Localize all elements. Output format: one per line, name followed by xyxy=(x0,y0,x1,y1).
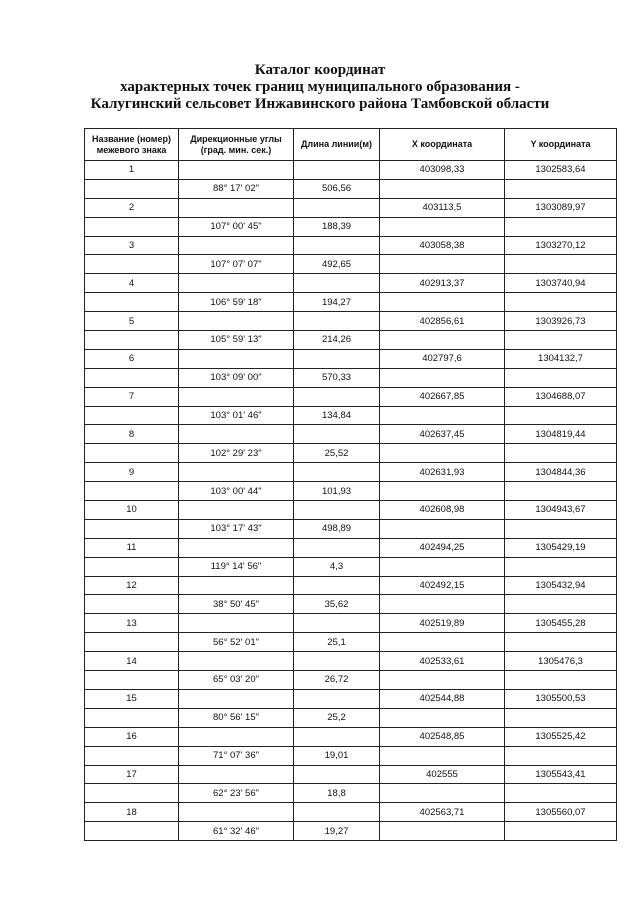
segment-row xyxy=(85,179,617,198)
point-row xyxy=(85,236,617,255)
x-coordinate-empty xyxy=(380,482,505,501)
x-coordinate-empty xyxy=(380,179,505,198)
point-row xyxy=(85,312,617,331)
line-length: 498,89 xyxy=(294,519,380,538)
x-coordinate: 402637,45 xyxy=(380,425,505,444)
segment-row xyxy=(85,557,617,576)
header-direction-angle: Дирекционные углы (град. мин. сек.) xyxy=(179,129,294,161)
x-coordinate: 402533,61 xyxy=(380,652,505,671)
y-coordinate: 1303926,73 xyxy=(505,312,617,331)
direction-angle-empty xyxy=(179,236,294,255)
line-length: 25,1 xyxy=(294,633,380,652)
point-name-empty xyxy=(85,557,179,576)
direction-angle-empty xyxy=(179,463,294,482)
y-coordinate-empty xyxy=(505,368,617,387)
y-coordinate: 1303089,97 xyxy=(505,198,617,217)
point-row xyxy=(85,161,617,180)
catalog-title xyxy=(0,62,640,113)
x-coordinate-empty xyxy=(380,331,505,350)
y-coordinate-empty xyxy=(505,331,617,350)
direction-angle: 65° 03' 20" xyxy=(179,671,294,690)
direction-angle-empty xyxy=(179,614,294,633)
direction-angle-empty xyxy=(179,349,294,368)
y-coordinate: 1305429,19 xyxy=(505,538,617,557)
point-row xyxy=(85,198,617,217)
segment-row xyxy=(85,822,617,841)
x-coordinate: 402544,88 xyxy=(380,689,505,708)
point-name-empty xyxy=(85,633,179,652)
direction-angle: 107° 07' 07" xyxy=(179,255,294,274)
point-row xyxy=(85,765,617,784)
direction-angle: 61° 32' 46" xyxy=(179,822,294,841)
point-name-empty xyxy=(85,708,179,727)
point-name-empty xyxy=(85,746,179,765)
x-coordinate: 402608,98 xyxy=(380,501,505,520)
x-coordinate: 402519,89 xyxy=(380,614,505,633)
direction-angle-empty xyxy=(179,425,294,444)
segment-row xyxy=(85,293,617,312)
direction-angle-empty xyxy=(179,161,294,180)
direction-angle-empty xyxy=(179,576,294,595)
point-name: 18 xyxy=(85,803,179,822)
point-row xyxy=(85,501,617,520)
x-coordinate-empty xyxy=(380,293,505,312)
x-coordinate: 402797,6 xyxy=(380,349,505,368)
x-coordinate-empty xyxy=(380,406,505,425)
direction-angle: 38° 50' 45" xyxy=(179,595,294,614)
segment-row xyxy=(85,633,617,652)
direction-angle: 107° 00' 45" xyxy=(179,217,294,236)
point-name: 17 xyxy=(85,765,179,784)
line-length: 492,65 xyxy=(294,255,380,274)
x-coordinate-empty xyxy=(380,444,505,463)
point-name: 6 xyxy=(85,349,179,368)
point-name: 5 xyxy=(85,312,179,331)
point-name-empty xyxy=(85,519,179,538)
y-coordinate-empty xyxy=(505,746,617,765)
point-name: 3 xyxy=(85,236,179,255)
y-coordinate-empty xyxy=(505,595,617,614)
segment-row xyxy=(85,368,617,387)
y-coordinate-empty xyxy=(505,179,617,198)
header-point-name: Название (номер) межевого знака xyxy=(85,129,179,161)
point-name: 9 xyxy=(85,463,179,482)
segment-row xyxy=(85,746,617,765)
y-coordinate-empty xyxy=(505,671,617,690)
point-name-empty xyxy=(85,331,179,350)
x-coordinate: 402492,15 xyxy=(380,576,505,595)
point-row xyxy=(85,689,617,708)
y-coordinate-empty xyxy=(505,822,617,841)
direction-angle-empty xyxy=(179,689,294,708)
y-coordinate: 1305455,28 xyxy=(505,614,617,633)
y-coordinate-empty xyxy=(505,255,617,274)
y-coordinate-empty xyxy=(505,444,617,463)
direction-angle: 103° 00' 44" xyxy=(179,482,294,501)
x-coordinate-empty xyxy=(380,368,505,387)
y-coordinate-empty xyxy=(505,293,617,312)
point-row xyxy=(85,274,617,293)
point-row xyxy=(85,614,617,633)
point-row xyxy=(85,387,617,406)
point-name: 14 xyxy=(85,652,179,671)
x-coordinate-empty xyxy=(380,557,505,576)
point-name: 2 xyxy=(85,198,179,217)
title-line-1: Каталог координат xyxy=(254,62,386,78)
direction-angle: 62° 23' 56" xyxy=(179,784,294,803)
title-line-3: Калугинский сельсовет Инжавинского района Тамбовской области xyxy=(90,96,550,112)
x-coordinate: 402555 xyxy=(380,765,505,784)
point-name-empty xyxy=(85,784,179,803)
point-name: 16 xyxy=(85,727,179,746)
point-name-empty xyxy=(85,293,179,312)
point-name-empty xyxy=(85,368,179,387)
x-coordinate: 402494,25 xyxy=(380,538,505,557)
x-coordinate-empty xyxy=(380,822,505,841)
line-length-empty xyxy=(294,765,380,784)
x-coordinate: 403098,33 xyxy=(380,161,505,180)
y-coordinate-empty xyxy=(505,784,617,803)
segment-row xyxy=(85,519,617,538)
line-length-empty xyxy=(294,274,380,293)
point-row xyxy=(85,463,617,482)
line-length: 25,52 xyxy=(294,444,380,463)
y-coordinate-empty xyxy=(505,406,617,425)
line-length-empty xyxy=(294,803,380,822)
line-length: 19,01 xyxy=(294,746,380,765)
line-length-empty xyxy=(294,463,380,482)
line-length: 25,2 xyxy=(294,708,380,727)
point-name-empty xyxy=(85,595,179,614)
line-length: 26,72 xyxy=(294,671,380,690)
x-coordinate-empty xyxy=(380,708,505,727)
line-length-empty xyxy=(294,312,380,331)
point-name-empty xyxy=(85,482,179,501)
line-length: 194,27 xyxy=(294,293,380,312)
y-coordinate: 1304819,44 xyxy=(505,425,617,444)
y-coordinate: 1303740,94 xyxy=(505,274,617,293)
line-length: 188,39 xyxy=(294,217,380,236)
line-length: 506,56 xyxy=(294,179,380,198)
point-name-empty xyxy=(85,822,179,841)
line-length: 101,93 xyxy=(294,482,380,501)
point-row xyxy=(85,349,617,368)
point-row xyxy=(85,727,617,746)
coordinates-table xyxy=(84,128,617,841)
direction-angle-empty xyxy=(179,501,294,520)
point-name: 8 xyxy=(85,425,179,444)
y-coordinate: 1305432,94 xyxy=(505,576,617,595)
x-coordinate-empty xyxy=(380,746,505,765)
direction-angle: 103° 01' 46" xyxy=(179,406,294,425)
y-coordinate-empty xyxy=(505,519,617,538)
point-name: 15 xyxy=(85,689,179,708)
line-length: 214,26 xyxy=(294,331,380,350)
point-row xyxy=(85,538,617,557)
y-coordinate: 1305476,3 xyxy=(505,652,617,671)
x-coordinate-empty xyxy=(380,595,505,614)
line-length-empty xyxy=(294,425,380,444)
direction-angle: 105° 59' 13" xyxy=(179,331,294,350)
y-coordinate: 1305525,42 xyxy=(505,727,617,746)
point-name-empty xyxy=(85,444,179,463)
direction-angle-empty xyxy=(179,198,294,217)
segment-row xyxy=(85,671,617,690)
y-coordinate: 1305500,53 xyxy=(505,689,617,708)
line-length-empty xyxy=(294,161,380,180)
y-coordinate-empty xyxy=(505,482,617,501)
y-coordinate: 1304943,67 xyxy=(505,501,617,520)
y-coordinate: 1305543,41 xyxy=(505,765,617,784)
x-coordinate: 403113,5 xyxy=(380,198,505,217)
line-length-empty xyxy=(294,236,380,255)
y-coordinate-empty xyxy=(505,217,617,236)
point-row xyxy=(85,652,617,671)
line-length-empty xyxy=(294,538,380,557)
direction-angle-empty xyxy=(179,803,294,822)
header-y-coordinate: Y координата xyxy=(505,129,617,161)
line-length: 19,27 xyxy=(294,822,380,841)
x-coordinate: 402563,71 xyxy=(380,803,505,822)
line-length-empty xyxy=(294,198,380,217)
line-length-empty xyxy=(294,349,380,368)
table-body xyxy=(85,161,617,841)
point-name-empty xyxy=(85,671,179,690)
x-coordinate-empty xyxy=(380,633,505,652)
x-coordinate: 402913,37 xyxy=(380,274,505,293)
segment-row xyxy=(85,255,617,274)
direction-angle: 106° 59' 18" xyxy=(179,293,294,312)
direction-angle: 103° 09' 00" xyxy=(179,368,294,387)
x-coordinate-empty xyxy=(380,784,505,803)
direction-angle: 102° 29' 23" xyxy=(179,444,294,463)
y-coordinate-empty xyxy=(505,557,617,576)
line-length: 134,84 xyxy=(294,406,380,425)
line-length-empty xyxy=(294,614,380,633)
point-name: 7 xyxy=(85,387,179,406)
y-coordinate: 1304844,36 xyxy=(505,463,617,482)
title-line-2: характерных точек границ муниципального образования - xyxy=(120,79,520,95)
line-length: 35,62 xyxy=(294,595,380,614)
y-coordinate: 1302583,64 xyxy=(505,161,617,180)
direction-angle: 119° 14' 56" xyxy=(179,557,294,576)
direction-angle-empty xyxy=(179,652,294,671)
point-name: 11 xyxy=(85,538,179,557)
point-row xyxy=(85,576,617,595)
x-coordinate-empty xyxy=(380,519,505,538)
x-coordinate-empty xyxy=(380,255,505,274)
point-name: 1 xyxy=(85,161,179,180)
line-length-empty xyxy=(294,689,380,708)
line-length-empty xyxy=(294,652,380,671)
point-name-empty xyxy=(85,406,179,425)
point-row xyxy=(85,803,617,822)
line-length: 18,8 xyxy=(294,784,380,803)
point-name-empty xyxy=(85,217,179,236)
x-coordinate: 402631,93 xyxy=(380,463,505,482)
y-coordinate-empty xyxy=(505,708,617,727)
point-row xyxy=(85,425,617,444)
point-name: 13 xyxy=(85,614,179,633)
x-coordinate: 402667,85 xyxy=(380,387,505,406)
y-coordinate-empty xyxy=(505,633,617,652)
segment-row xyxy=(85,217,617,236)
direction-angle: 71° 07' 36" xyxy=(179,746,294,765)
point-name-empty xyxy=(85,255,179,274)
direction-angle-empty xyxy=(179,727,294,746)
segment-row xyxy=(85,784,617,803)
direction-angle-empty xyxy=(179,274,294,293)
x-coordinate: 403058,38 xyxy=(380,236,505,255)
table-header-row xyxy=(85,129,617,161)
direction-angle: 56° 52' 01" xyxy=(179,633,294,652)
line-length-empty xyxy=(294,387,380,406)
header-x-coordinate: X координата xyxy=(380,129,505,161)
point-name: 12 xyxy=(85,576,179,595)
segment-row xyxy=(85,444,617,463)
x-coordinate: 402856,61 xyxy=(380,312,505,331)
line-length-empty xyxy=(294,501,380,520)
point-name: 10 xyxy=(85,501,179,520)
direction-angle-empty xyxy=(179,765,294,784)
line-length: 570,33 xyxy=(294,368,380,387)
header-line-length: Длина линии(м) xyxy=(294,129,380,161)
segment-row xyxy=(85,595,617,614)
x-coordinate-empty xyxy=(380,217,505,236)
direction-angle: 80° 56' 15" xyxy=(179,708,294,727)
direction-angle: 103° 17' 43" xyxy=(179,519,294,538)
line-length: 4,3 xyxy=(294,557,380,576)
direction-angle-empty xyxy=(179,538,294,557)
point-name-empty xyxy=(85,179,179,198)
line-length-empty xyxy=(294,727,380,746)
direction-angle-empty xyxy=(179,387,294,406)
segment-row xyxy=(85,406,617,425)
segment-row xyxy=(85,708,617,727)
y-coordinate: 1303270,12 xyxy=(505,236,617,255)
segment-row xyxy=(85,482,617,501)
x-coordinate: 402548,85 xyxy=(380,727,505,746)
y-coordinate: 1305560,07 xyxy=(505,803,617,822)
line-length-empty xyxy=(294,576,380,595)
y-coordinate: 1304688,07 xyxy=(505,387,617,406)
point-name: 4 xyxy=(85,274,179,293)
x-coordinate-empty xyxy=(380,671,505,690)
direction-angle: 88° 17' 02" xyxy=(179,179,294,198)
direction-angle-empty xyxy=(179,312,294,331)
y-coordinate: 1304132,7 xyxy=(505,349,617,368)
segment-row xyxy=(85,331,617,350)
